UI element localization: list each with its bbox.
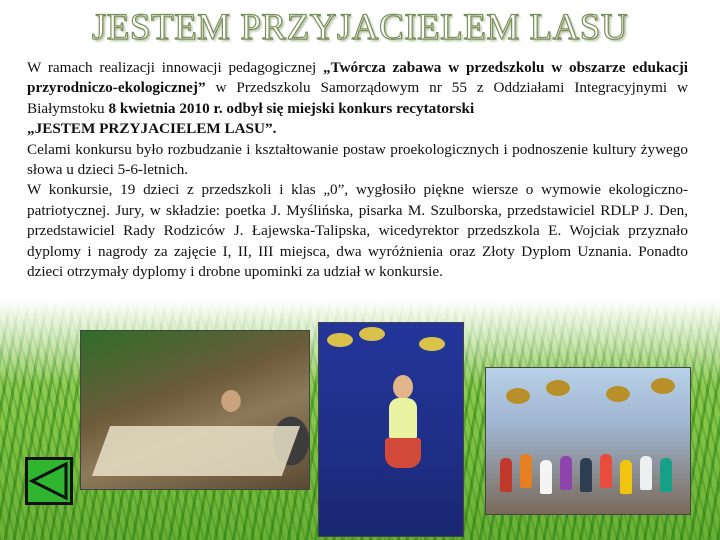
event-date: 8 kwietnia 2010 r. odbył się miejski konkurs recytatorski [108,99,475,117]
photo-child [520,454,532,488]
intro-text-2: w Przedszkolu Samorządowym nr 55 z Oddziałami Integracyjnymi w Białymstoku [27,79,688,117]
photo-child [660,458,672,492]
paragraph-intro [27,58,688,140]
back-button[interactable] [25,457,73,505]
photo-jury-table [92,426,300,476]
photo-reciting-girl [318,322,464,537]
photo-jury [80,330,310,490]
photo-leaf [506,388,530,404]
photo-leaf [359,327,385,341]
photo-leaf [327,333,353,347]
slide-body [27,58,688,282]
innovation-name: „Twórcza zabawa w przedszkolu w obszarze edukacji przyrodniczo-ekologicznej” [27,59,688,97]
photo-child [500,458,512,492]
photo-child [560,456,572,490]
photo-child [540,460,552,494]
photo-child [640,456,652,490]
paragraph-details: W konkursie, 19 dzieci z przedszkoli i klas „0”, wygłosiło piękne wiersze o wymowie ekologiczno-patriotycznej. Jury, w składzie: poetka J. Myślińska, pisarka M. Szulborska, przedstawiciel RDLP J. Den, przedstawiciel Rady Rodziców J. Łajewska-Talipska, wicedyrektor przedszkola E. Wojciak przyznało dyplomy i nagrody za zajęcie I, II, III miejsca, dwa wyróżnienia oraz Złoty Dyplom Uznania. Ponadto dzieci otrzymały dyplomy i drobne upominki za udział w konkursie. [27,181,688,281]
photo-child [600,454,612,488]
photo-girl-head [393,375,413,399]
photo-child [580,458,592,492]
photo-girl-skirt [385,438,421,468]
photo-girl-top [389,398,417,440]
photo-leaf [419,337,445,351]
photo-leaf [606,386,630,402]
photo-leaf [651,378,675,394]
photo-leaf [546,380,570,396]
photo-group-diplomas [485,367,691,515]
back-triangle-icon [28,460,70,502]
intro-text-1: W ramach realizacji innowacji pedagogicznej [27,59,323,76]
slide-title: JESTEM PRZYJACIELEM LASU [91,7,629,48]
photo-child [620,460,632,494]
contest-name: „JESTEM PRZYJACIELEM LASU”. [27,120,277,138]
paragraph-goals: Celami konkursu było rozbudzanie i kształtowanie postaw proekologicznych i podnoszenie kultury żywego słowa u dzieci 5-6-letnich. [27,140,688,179]
